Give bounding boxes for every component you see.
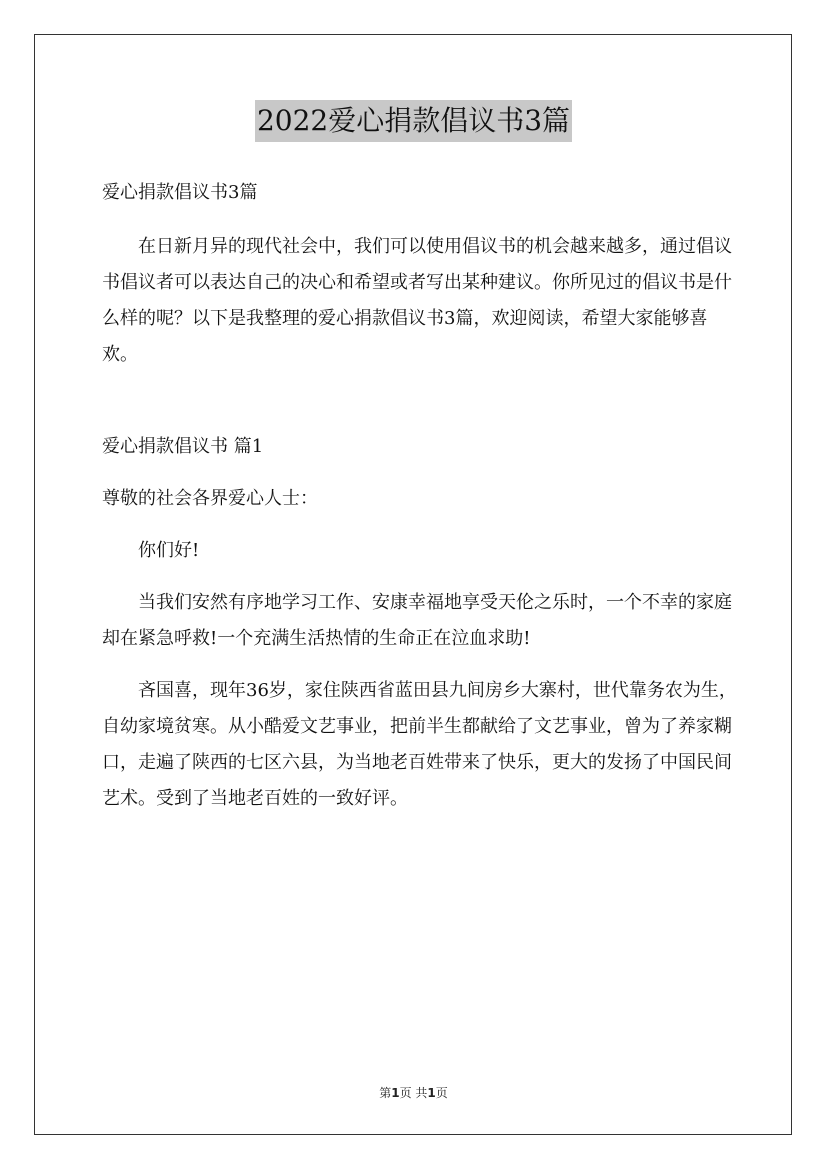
salutation: 尊敬的社会各界爱心人士： [102, 488, 318, 509]
document-subtitle: 爱心捐款倡议书3篇 [102, 182, 258, 203]
document-title: 2022爱心捐款倡议书3篇 [255, 100, 572, 142]
greeting: 你们好! [138, 540, 200, 561]
title-container [0, 100, 827, 142]
body-paragraph-1: 当我们安然有序地学习工作、安康幸福地享受天伦之乐时，一个不幸的家庭却在紧急呼救!一个充满生活热情的生命正在泣血求助! [102, 592, 732, 649]
footer-mid: 页 共 [399, 1086, 428, 1100]
intro-paragraph: 在日新月异的现代社会中，我们可以使用倡议书的机会越来越多，通过倡议书倡议者可以表达自己的决心和希望或者写出某种建议。你所见过的倡议书是什么样的呢？以下是我整理的爱心捐款倡议书3篇，欢迎阅读，希望大家能够喜欢。 [102, 236, 732, 365]
document-body [102, 175, 742, 833]
footer-suffix: 页 [435, 1086, 448, 1100]
footer-prefix: 第 [379, 1086, 392, 1100]
footer-page-number: 1 [391, 1086, 400, 1100]
page-footer [0, 1084, 827, 1101]
footer-total-pages: 1 [427, 1086, 436, 1100]
section-heading: 爱心捐款倡议书 篇1 [102, 436, 264, 457]
section-gap [102, 391, 742, 429]
body-paragraph-2: 吝国喜，现年36岁，家住陕西省蓝田县九间房乡大寨村，世代靠务农为生，自幼家境贫寒。从小酷爱文艺事业，把前半生都献给了文艺事业，曾为了养家糊口，走遍了陕西的七区六县，为当地老百姓带来了快乐，更大的发扬了中国民间艺术。受到了当地老百姓的一致好评。 [102, 680, 737, 809]
